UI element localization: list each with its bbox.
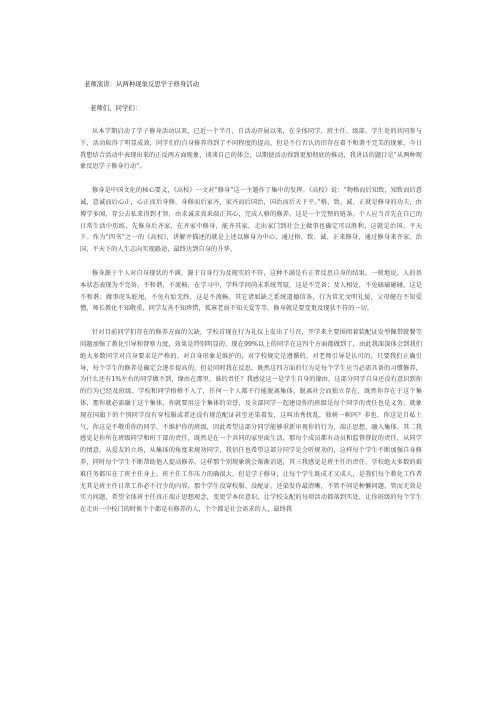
paragraph-1: 从本学期启动了学子修身活动以来，已近一个半月，自活动开展以来，在全体同学、班主任、级部、学生处的共同参与下，活动取得了明显成效，同学们的自身修养得到了不同程度的提高，但是不行否认仍旧存在着不和谐不完美的现象，今日我想结合活动中表现出来的正反两方面现象，谈谈自己的体会，以期使活动得到更加彻底的推动，我讲话的题目是“从两种现象反思学子修身行动”。 xyxy=(80,128,422,171)
paragraph-3: 修身源于个人对自身现状的不满，源于自身行为及现实的不符，这种不满是有正者反思自身的结果。一般地说，人的基本状态表现为不完备、不和谐、不流畅，在学习中，学科学问尚未系统驾驭，这是不完备；及人相处，不免磕磕碰碰，这是不和谐；做事虎头蛇尾，不免有始无终，这是不流畅。其它诸如缺乏系统道德信条，行为常无文明礼貌，父母健在不知爱憎，师长教化不知敬重，同学友善不知珍惜，孤寡老弱不知关爱等等，修身就是要变更及现状不符的一切。 xyxy=(80,269,422,313)
document-body xyxy=(80,78,422,516)
document-title: 老师演讲：从两种现象反思学子修身活动 xyxy=(84,80,200,88)
paragraph-4: 针对目前同学们存在的修养方面的欠缺，学校首现在行为礼仪上发出了号召，开学来主要围阅着装配证发型佩带就餐等问题加强了教化引导和督察力度，效果是特别明显的，现在99%以上的同学在这四个方面都做到了，由此我深深体会到我们绝大多数同学对自身要求是严格的，对自身形象是维护的，对学校规定是遵循的，对老师引导是认可的，只要我们正确引导，每个学生的修养是确定会逐步提高的，但是同时我在反思，既然这四方面的行为是每个学生应当必需具备的习惯修养，为什么还有1%左右的同学做不到，缘由在那里，谁的责任？我感觉这一是学生自身的缘由，这部分同学自身还没有意识到你的行为已经及班级、学校和同学格格不入了，任何一个人都不行能脱离集体，脱离社会而独立存在，既然你存在于这个集体，那你就必需融于这个集体，你就要用这个集体的荣誉，及全部同学一起建设你的班级是每个同学的责任也是义务，就象现在国旗下的个别同学没有穿校服或者还没有规范配证甚至还染着发，这叫出秀扰乱，独树一帜吗？非也，你这是自私土气，你这是不敬重你的同学，不维护你的班级，因此希望这部分同学能够重新审视你的行为，端正思想，融入集体。其二我感觉是你所在班级同学和班干部的责任，既然是在一个共同的家里面生活，那每个成员都有动员和监督督促的责任，从同学的情意，从爱友的立场，从集体的角度来规劝同学，我信任也希望这部分同学是会听规劝的，这样每个学生不断加强自身修养，同时每个学生不断帮助他人提高修养，这样那个别现象就会渐渐消逝，其三我感觉是班主任的责任，学校绝大多数的艰难任务都压在了班主任身上，班主任工作压力的确很大，但是学子修身，让每个学生既成才又成人，是我们每个教化工作者尤其是班主任日常工作必不行少的内容，那个学生没穿校服、没配证、还染发你最清晰，不管不问是种懒问题，管而无效是实力问题，希望全体班主任真正端正思想观念，变更学本位意识，让学校支配的每项活动都落到实处，让你班级的每个学生在走出一中校门的时候个个都是有修养的人，个个都是社会需求的人，最终我 xyxy=(80,329,422,514)
greeting-line: 老师们、同学们： xyxy=(90,104,142,112)
paragraph-2: 修身是中国文化的核心要义，《高校》一文对“修身”这一主题作了集中的发挥。《高校》说：“物格而后知致，知致而后意诚，意诚而后心正，心正而后身修，身修而后家齐，家齐而后国治，国治而后天下平。”格、致、诚、正就是修身的功夫，由博学多闻，存公去私来得到才智，由求诚求真来端正其心，完成人格的修养。这是一个完整的链条，个人应当首先在自己的日常生活中历练，先修身后齐家，在齐家中修身，能齐其家，走出家门到社会上做事也确定可以胜利，这就是治国、平天下。作为“四书”之一的《高校》，讲解并描述的就是上述以修身为中心，通过格、致、诚、正来修身，通过修身来齐家、治国、平天下的人生志向实现路途，最终达到自身的升华。 xyxy=(80,187,422,254)
